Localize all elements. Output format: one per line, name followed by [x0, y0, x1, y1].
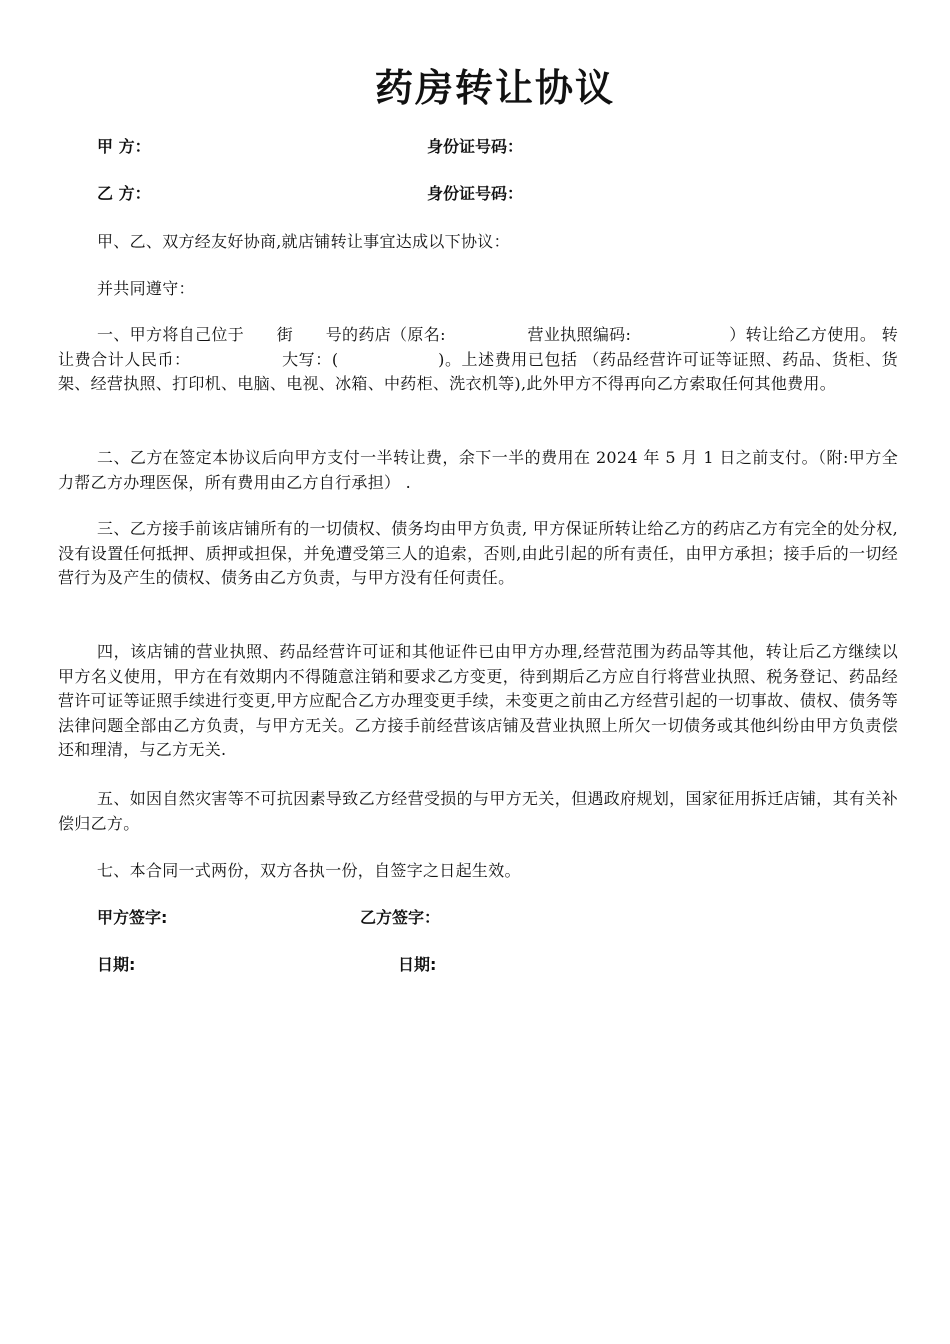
clause-4: 四，该店铺的营业执照、药品经营许可证和其他证件已由甲方办理,经营范围为药品等其他，转让后乙方继续以甲方名义使用，甲方在有效期内不得随意注销和要求乙方变更，待到期后乙方应自行将营业执照、税务登记、药品经营许可证等证照手续进行变更,甲方应配合乙方办理变更手续，未变更之前由乙方经营引起的一切事故、债权、债务等法律问题全部由乙方负责，与甲方无关。乙方接手前经营该店铺及营业执照上所欠一切债务或其他纠纷由甲方负责偿还和理清，与乙方无关.	[58, 642, 898, 759]
clause-3: 三、乙方接手前该店铺所有的一切债权、债务均由甲方负责, 甲方保证所转让给乙方的药店乙方有完全的处分权,没有设置任何抵押、质押或担保，并免遭受第三人的追索，否则,由此引起的所有责任，由甲方承担；接手后的一切经营行为及产生的债权、债务由乙方负责，与甲方没有任何责任。	[58, 519, 898, 587]
clause-7: 七、本合同一式两份，双方各执一份，自签字之日起生效。	[97, 861, 521, 880]
party-a-label: 甲 方：	[97, 137, 151, 156]
party-a-id-label: 身份证号码：	[427, 137, 524, 156]
party-a-signature-label: 甲方签字:	[97, 908, 168, 927]
intro-paragraph: 甲、乙、双方经友好协商,就店铺转让事宜达成以下协议：	[97, 232, 510, 251]
party-b-date-label: 日期:	[398, 955, 437, 974]
clause-1: 一、甲方将自己位于 街 号的药店（原名: 营业执照编码: ）转让给乙方使用。 转让费合计人民币： 大写：( )。上述费用已包括 （药品经营许可证等证照、药品、货柜、货架、经营执照、打印机、电脑、电视、冰箱、中药柜、洗衣机等),此外甲方不得再向乙方索取任何其他费用。	[58, 325, 898, 393]
party-b-signature-label: 乙方签字：	[360, 908, 441, 927]
party-b-label: 乙 方：	[97, 184, 151, 203]
clause-5: 五、如因自然灾害等不可抗因素导致乙方经营受损的与甲方无关，但遇政府规划，国家征用拆迁店铺，其有关补偿归乙方。	[58, 789, 898, 833]
party-b-id-label: 身份证号码：	[427, 184, 524, 203]
document-title: 药房转让协议	[374, 66, 615, 110]
intro-paragraph-2: 并共同遵守：	[97, 279, 195, 298]
party-a-date-label: 日期:	[97, 955, 136, 974]
clause-2: 二、乙方在签定本协议后向甲方支付一半转让费，余下一半的费用在 2024 年 5 月 1 日之前支付。（附:甲方全力帮乙方办理医保，所有费用由乙方自行承担） .	[58, 448, 898, 492]
